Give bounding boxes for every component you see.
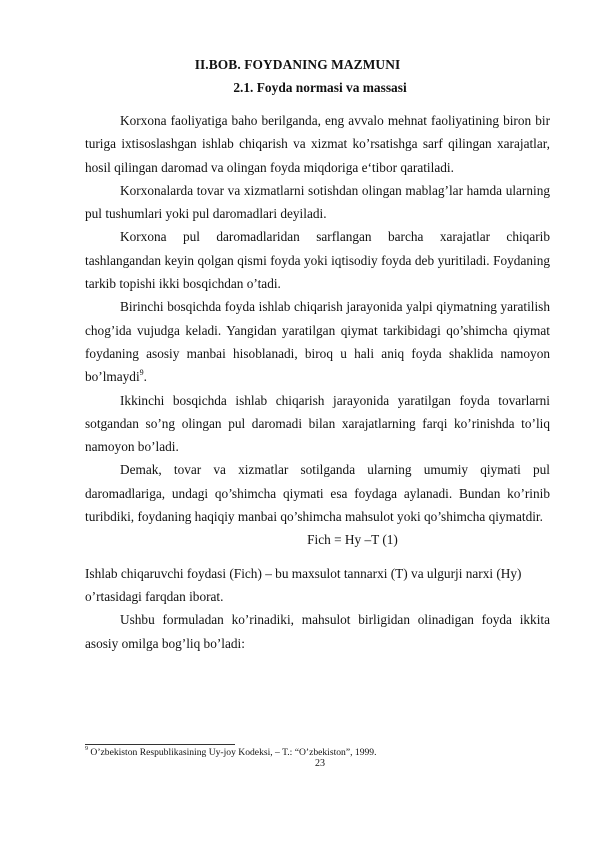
section-heading: 2.1. Foyda normasi va massasi xyxy=(233,80,407,95)
chapter-heading: II.BOB. FOYDANING MAZMUNI xyxy=(194,57,401,72)
footnote-rule xyxy=(85,744,235,745)
footnote-text: O’zbekiston Respublikasining Uy-joy Kodeksi, – T.: “O’zbekiston”, 1999. xyxy=(88,747,377,758)
paragraph-2: Korxonalarda tovar va xizmatlarni sotishdan olingan mablag’lar hamda ularning pul tushumlari yoki pul daromadlari deyiladi. xyxy=(85,182,550,222)
footnote xyxy=(85,747,376,758)
body-text xyxy=(85,109,550,655)
paragraph-7: Ishlab chiqaruvchi foydasi (Fich) – bu maxsulot tannarxi (T) va ulgurji narxi (Hy) o’rtasidagi farqdan iborat. xyxy=(85,565,522,604)
paragraph-4-text: Birinchi bosqichda foyda ishlab chiqarish jarayonida yalpi qiymatning yaratilish chog’ida vujudga keladi. Yangidan yaratilgan qiymat tarkibidagi qo’shimcha qiymat foydaning asosiy manbai hisoblanadi, biroq u hali aniq foyda shaklida namoyon bo’lmaydi xyxy=(85,299,550,385)
paragraph-5: Ikkinchi bosqichda ishlab chiqarish jarayonida yaratilgan foyda tovarlarni sotgandan so’ng olingan pul daromadi bilan xarajatlarning farqi ko’rinishda to’liq namoyon bo’ladi. xyxy=(85,392,550,455)
paragraph-6: Demak, tovar va xizmatlar sotilganda ularning umumiy qiymati pul daromadlariga, undagi qo’shimcha qiymati esa foydaga aylanadi. Bundan ko’rinib turibdiki, foydaning haqiqiy manbai qo’shimcha mahsulot yoki qo’shimcha qiymatdir. xyxy=(85,462,550,525)
page-number: 23 xyxy=(315,758,325,769)
paragraph-3: Korxona pul daromadlaridan sarflangan barcha xarajatlar chiqarib tashlangandan keyin qolgan qismi foyda yoki iqtisodiy foyda deb yuritiladi. Foydaning tarkib topishi ikki bosqichdan o’tadi. xyxy=(85,229,550,292)
paragraph-4 xyxy=(85,295,550,388)
footnote-ref: 9 xyxy=(139,367,144,377)
formula: Fich = Hy –T (1) xyxy=(307,532,398,548)
footnote-marker: 9 xyxy=(85,745,88,752)
paragraph-4-end: . xyxy=(143,369,147,385)
paragraph-1: Korxona faoliyatiga baho berilganda, eng avvalo mehnat faoliyatining biron bir turiga ixtisoslashgan ishlab chiqarish va xizmat ko’rsatishga sarf qilingan xarajatlar, hosil qilingan daromad va olingan foyda miqdoriga e‘tibor qaratiladi. xyxy=(85,113,550,175)
paragraph-8: Ushbu formuladan ko’rinadiki, mahsulot birligidan olinadigan foyda ikkita asosiy omilga bog’liq bo’ladi: xyxy=(85,612,550,651)
